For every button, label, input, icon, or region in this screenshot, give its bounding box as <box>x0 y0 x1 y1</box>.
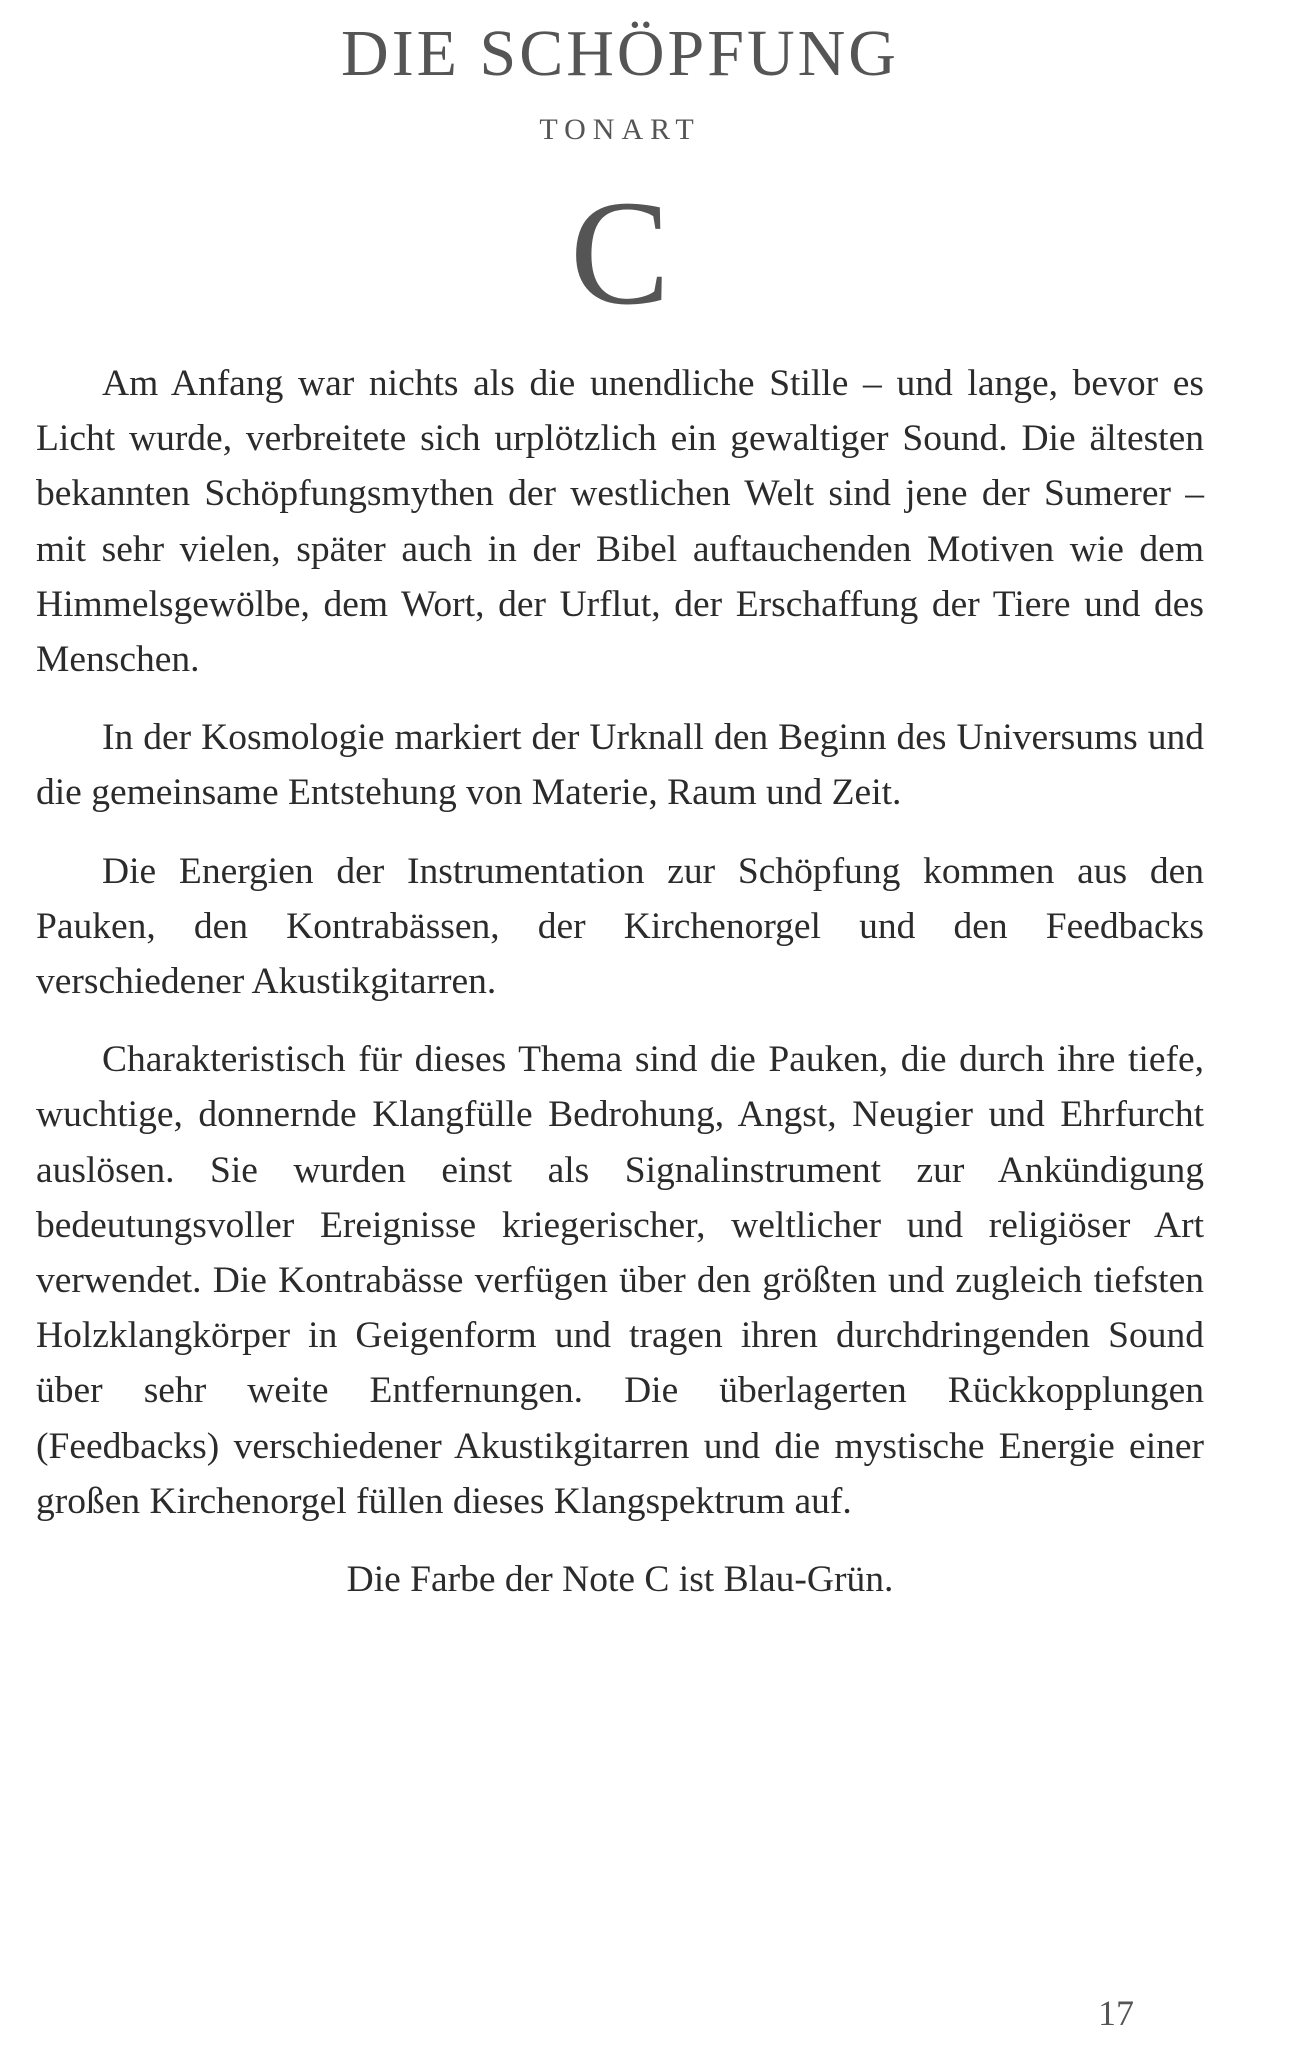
key-letter: C <box>569 170 671 336</box>
chapter-title: DIE SCHÖPFUNG <box>341 17 899 90</box>
closing-line: Die Farbe der Note C ist Blau-Grün. <box>346 1559 894 1601</box>
page-number: 17 <box>1098 1993 1134 2033</box>
paragraph: Am Anfang war nichts als die unendliche Stille – und lange, bevor es Licht wurde, verbreitete sich urplötzlich ein gewaltiger Sound. Die ältesten bekannten Schöpfungsmythen der westlichen Welt sind jene der Sumerer – mit sehr vielen, später auch in der Bibel auftauchenden Motiven wie dem Himmelsgewölbe, dem Wort, der Urflut, der Erschaffung der Tiere und des Menschen. <box>36 363 1204 681</box>
paragraph: In der Kosmologie markiert der Urknall den Beginn des Universums und die gemeinsame Entstehung von Materie, Raum und Zeit. <box>36 717 1204 814</box>
body-text <box>36 356 1204 1630</box>
chapter-subtitle: TONART <box>539 113 701 146</box>
paragraph: Die Energien der Instrumentation zur Schöpfung kommen aus den Pauken, den Kontrabässen, der Kirchenorgel und den Feedbacks verschiedener Akustikgitarren. <box>36 850 1204 1003</box>
paragraph: Charakteristisch für dieses Thema sind die Pauken, die durch ihre tiefe, wuchtige, donnernde Klangfülle Bedrohung, Angst, Neugier und Ehrfurcht auslösen. Sie wurden einst als Signalinstrument zur Ankündigung bedeutungsvoller Ereignisse kriegerischer, weltlicher und religiöser Art verwendet. Die Kontrabässe verfügen über den größten und zugleich tiefsten Holzklangkörper in Geigenform und tragen ihren durchdringenden Sound über sehr weite Entfernungen. Die überlagerten Rückkopplungen (Feedbacks) verschiedener Akustikgitarren und die mystische Energie einer großen Kirchenorgel füllen dieses Klangspektrum auf. <box>36 1039 1204 1522</box>
